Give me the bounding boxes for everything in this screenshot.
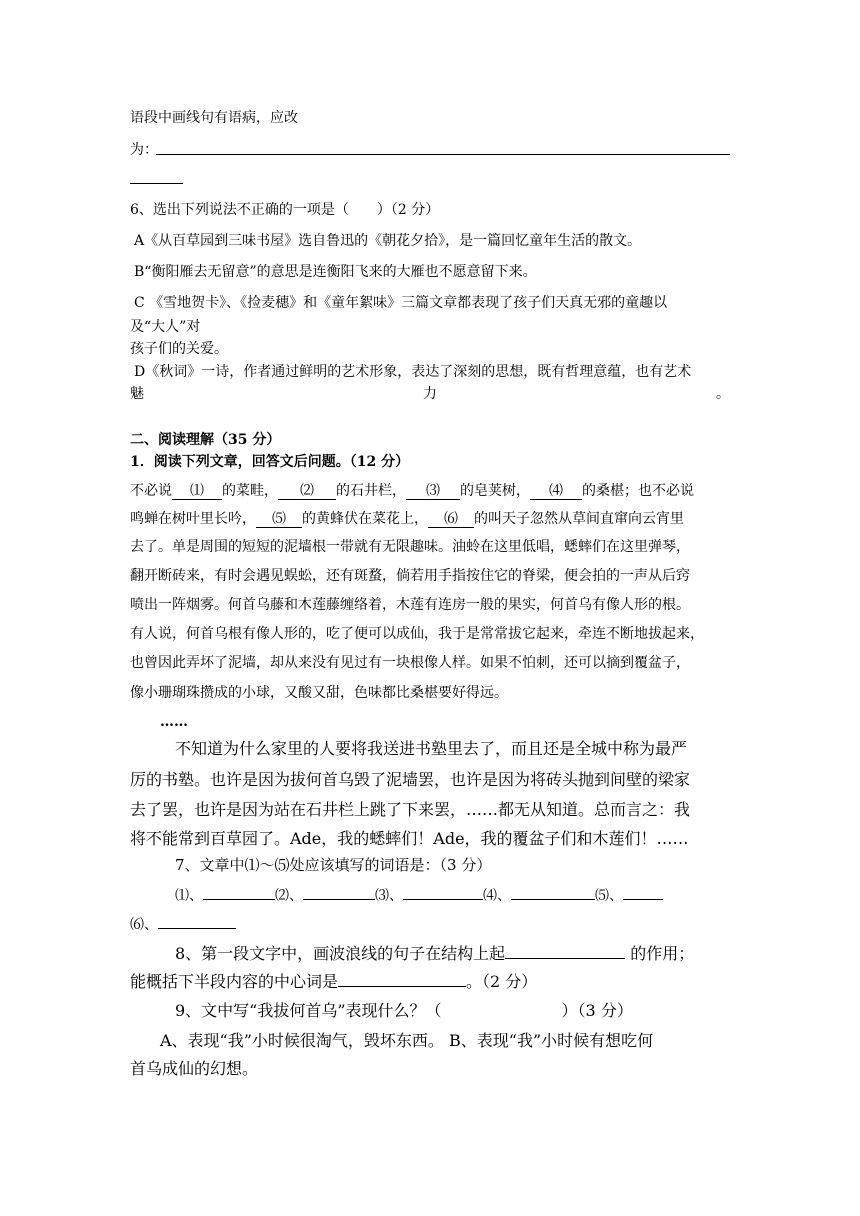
q8-text: 8、第一段文字中，画波浪线的句子在结构上起: [175, 944, 506, 963]
passage2-line-3: 去了罢，也许是因为站在石井栏上跳了下来罢，……都无从知道。总而言之：我: [130, 800, 691, 819]
q7-blank-4[interactable]: [511, 899, 595, 900]
passage2-line-1: 不知道为什么家里的人要将我送进书塾里去了，而且还是全城中称为最严: [175, 739, 688, 758]
q7-label: ⑸、: [595, 888, 623, 904]
q6-option-c-cont: 及“大人”对: [130, 319, 201, 335]
passage2-line-4: 将不能常到百草园了。Ade，我的蟋蟀们！Ade，我的覆盆子们和木莲们！……: [130, 829, 689, 848]
passage-line-1: [130, 481, 694, 501]
q7-blank-3[interactable]: [403, 899, 483, 900]
section-subheading: 1．阅读下列文章，回答文后问题。（12 分）: [130, 454, 410, 470]
q6-option-b: B“衡阳雁去无留意”的意思是连衡阳飞来的大雁也不愿意留下来。: [134, 264, 537, 280]
blank-4[interactable]: ⑷: [530, 483, 582, 500]
q8-text: 的作用；: [625, 944, 695, 963]
blank-2[interactable]: ⑵: [278, 483, 336, 500]
q7-label: ⑷、: [483, 888, 511, 904]
passage-line-4: 翻开断砖来，有时会遇见蜈蚣，还有斑蝥，倘若用手指按住它的脊梁，便会拍的一声从后窍: [130, 568, 690, 584]
blank-6[interactable]: ⑹: [428, 511, 474, 528]
q7-label: ⑹、: [130, 917, 158, 933]
passage-line-5: 喷出一阵烟雾。何首乌藤和木莲藤缠络着，木莲有连房一般的果实，何首乌有像人形的根。: [130, 597, 690, 613]
passage-text: 的石井栏，: [336, 483, 406, 499]
q6-option-d: D《秋词》一诗，作者通过鲜明的艺术形象，表达了深刻的思想，既有哲理意蕴，也有艺术: [134, 364, 692, 380]
q9-text: 9、文中写“我拔何首乌”表现什么？（: [175, 1001, 442, 1020]
q7-blank-6[interactable]: [158, 928, 236, 929]
q9-text: ）（3 分）: [561, 1001, 633, 1020]
q9-question: [175, 999, 633, 1023]
q7-label: ⑶、: [375, 888, 403, 904]
passage-text: 的黄蜂伏在菜花上，: [302, 511, 428, 527]
blank-5[interactable]: ⑸: [256, 511, 302, 528]
q7-blank-2[interactable]: [303, 899, 375, 900]
passage-text: 不必说: [130, 483, 172, 499]
answer-prefix: 为：: [130, 142, 158, 158]
passage-text: 鸣蝉在树叶里长吟，: [130, 511, 256, 527]
q6-option-c: C 《雪地贺卡》、《捡麦穗》和《童年絮味》三篇文章都表现了孩子们天真无邪的童趣以: [134, 295, 668, 311]
section-heading: 二、阅读理解（35 分）: [130, 432, 281, 448]
answer-blank-line-2[interactable]: [130, 183, 183, 184]
q8-blank-2[interactable]: [338, 986, 466, 987]
q7-blank-5[interactable]: [623, 899, 663, 900]
passage-text: 的皂荚树，: [460, 483, 530, 499]
passage-ellipsis: ……: [160, 714, 188, 730]
q6-option-a: A《从百草园到三味书屋》选自鲁迅的《朝花夕拾》，是一篇回忆童年生活的散文。: [134, 233, 642, 249]
blank-3[interactable]: ⑶: [406, 483, 460, 500]
blank-1[interactable]: ⑴: [172, 483, 222, 500]
passage-line-6: 有人说，何首乌根有像人形的，吃了便可以成仙，我于是常常拔它起来，牵连不断地拔起来，: [130, 626, 704, 642]
q7-blanks-line-2: [130, 915, 236, 935]
q6-d-word-1: 魅: [130, 386, 144, 402]
q7-blank-1[interactable]: [203, 899, 275, 900]
answer-blank-line-1[interactable]: [156, 154, 730, 155]
q9-options-line-1: A、表现“我”小时候很淘气，毁坏东西。 B、表现“我”小时候有想吃何: [160, 1031, 654, 1050]
q7-question: 7、文章中⑴～⑸处应该填写的词语是：（3 分）: [175, 856, 492, 874]
q6-option-c-cont2: 孩子们的关爱。: [130, 341, 228, 357]
passage-text: 的叫天子忽然从草间直窜向云宵里: [474, 511, 684, 527]
passage-text: 的桑椹；也不必说: [582, 483, 694, 499]
q7-blanks-line-1: [175, 886, 663, 906]
q8-line-2: [130, 970, 537, 994]
passage-line-2: [130, 509, 684, 529]
q6-option-d-cont: [130, 384, 730, 404]
revision-prompt: 语段中画线句有语病，应改: [130, 110, 298, 126]
passage-line-3: 去了。单是周围的短短的泥墙根一带就有无限趣味。油蛉在这里低唱，蟋蟀们在这里弹琴，: [130, 539, 690, 555]
q8-blank-1[interactable]: [505, 958, 625, 959]
passage-line-7: 也曾因此弄坏了泥墙，却从来没有见过有一块根像人样。如果不怕刺，还可以摘到覆盆子，: [130, 655, 690, 671]
q9-options-line-2: 首乌成仙的幻想。: [130, 1059, 259, 1078]
q6-question: 6、选出下列说法不正确的一项是（ ）（2 分）: [130, 202, 440, 218]
q7-label: ⑵、: [275, 888, 303, 904]
passage2-line-2: 厉的书塾。也许是因为拔何首乌毁了泥墙罢，也许是因为将砖头抛到间壁的梁家: [130, 770, 691, 789]
passage-line-8: 像小珊瑚珠攒成的小球，又酸又甜，色味都比桑椹要好得远。: [130, 685, 508, 701]
passage-text: 的菜畦，: [222, 483, 278, 499]
q6-d-word-2: 力: [423, 386, 437, 402]
q7-label: ⑴、: [175, 888, 203, 904]
q6-d-word-3: 。: [716, 386, 730, 402]
q8-line-1: [175, 942, 694, 966]
q8-text: 能概括下半段内容的中心词是: [130, 972, 339, 991]
q8-text: 。（2 分）: [466, 972, 538, 991]
